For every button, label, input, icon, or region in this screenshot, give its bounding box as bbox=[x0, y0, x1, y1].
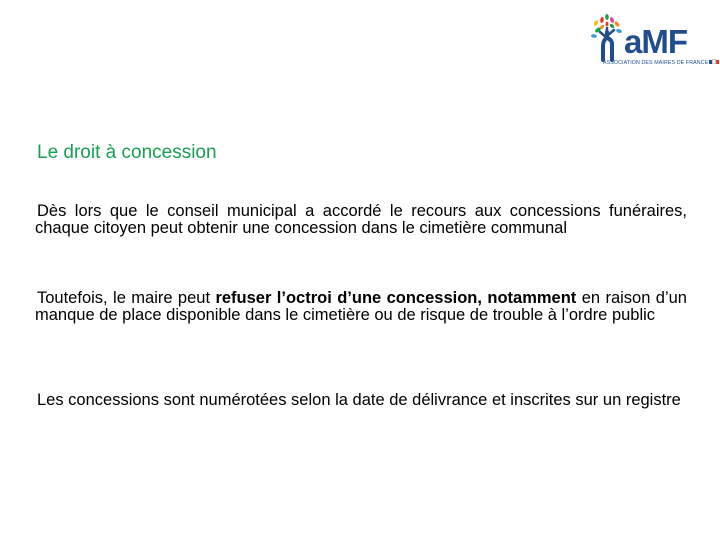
logo-tagline-text: ASSOCIATION DES MAIRES DE FRANCE bbox=[603, 59, 709, 66]
paragraph-refus-intro: Toutefois, le maire peut bbox=[37, 289, 216, 307]
paragraph-refus bbox=[35, 290, 687, 324]
tree-hand-icon bbox=[590, 12, 626, 62]
logo-tagline bbox=[603, 59, 715, 67]
amf-logo bbox=[590, 12, 712, 72]
logo-wordmark: aMF bbox=[624, 23, 687, 60]
section-heading: Le droit à concession bbox=[37, 142, 217, 163]
flag-red-stripe bbox=[716, 60, 719, 64]
paragraph-refus-emphasis: refuser l’octroi d’une concession, notamment bbox=[215, 289, 577, 307]
paragraph-refus-rest: en raison d’un manque de place disponible dans le cimetière ou de risque de trouble à l’ordre public bbox=[35, 289, 687, 324]
paragraph-registre: Les concessions sont numérotées selon la date de délivrance et inscrites sur un registre bbox=[37, 391, 681, 409]
paragraph-recours: Dès lors que le conseil municipal a accordé le recours aux concessions funéraires, chaque citoyen peut obtenir une concession dans le cimetière communal bbox=[35, 202, 687, 237]
